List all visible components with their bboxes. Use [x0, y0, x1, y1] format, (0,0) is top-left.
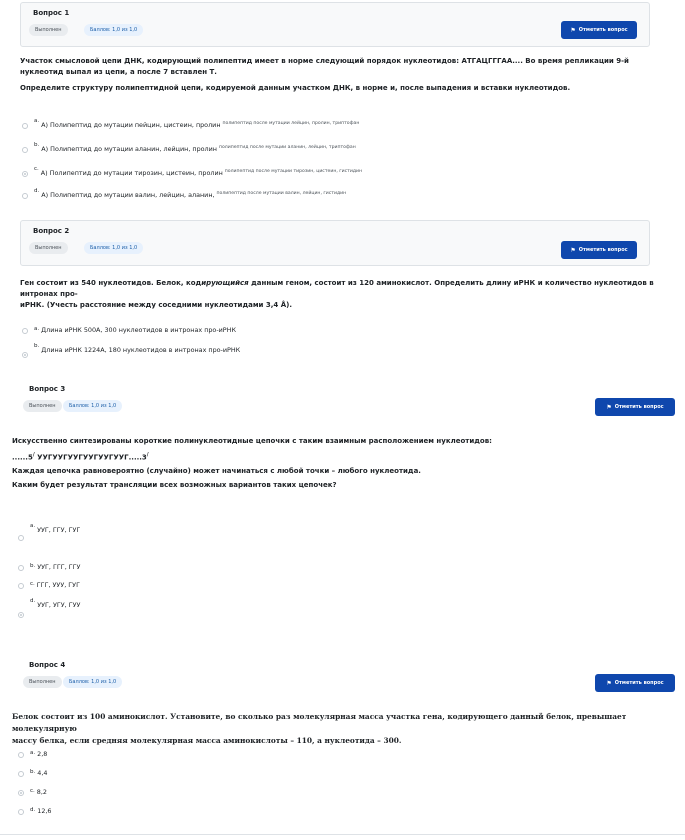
question-title: Вопрос 3: [29, 385, 66, 393]
answer-option-d[interactable]: d. УУГ, УГУ, ГУУ: [18, 601, 80, 618]
flag-icon: ⚑: [606, 679, 612, 687]
question-4-info: [12, 654, 682, 698]
flag-icon: ⚑: [570, 246, 576, 254]
answer-option-a[interactable]: a. Длина иРНК 500А, 300 нуклеотидов в интронах про-иРНК: [22, 326, 236, 334]
status-badge: Выполнен: [23, 676, 62, 688]
question-title: Вопрос 1: [33, 9, 70, 17]
flag-question-button[interactable]: [561, 21, 637, 39]
answer-option-c[interactable]: c. 8,2: [18, 788, 47, 796]
question-4-text: Белок состоит из 100 аминокислот. Установите, во сколько раз молекулярная масса участка гена, кодирующего данный белок, превышает молекулярную массу белка, если средняя молекулярная масса аминокислоты – 110, а нуклеотида – 300.: [12, 712, 627, 745]
answer-option-b[interactable]: b. Длина иРНК 1224А, 180 нуклеотидов в интронах про-иРНК: [22, 346, 240, 358]
question-title: Вопрос 4: [29, 661, 66, 669]
answer-option-b[interactable]: b. УУГ, ГГГ, ГГУ: [18, 563, 80, 571]
radio-button[interactable]: [18, 565, 24, 571]
flag-question-button[interactable]: [595, 398, 675, 416]
grade-badge: Баллов: 1,0 из 1,0: [84, 242, 143, 254]
question-title: Вопрос 2: [33, 227, 70, 235]
radio-button[interactable]: [22, 328, 28, 334]
flag-label: Отметить вопрос: [578, 247, 628, 253]
answer-option-a[interactable]: a. 2,8: [18, 750, 47, 758]
answer-option-d[interactable]: d. 12,6: [18, 807, 51, 815]
flag-question-button[interactable]: [561, 241, 637, 259]
radio-button[interactable]: [18, 583, 24, 589]
flag-question-button[interactable]: [595, 674, 675, 692]
question-2-text: Ген состоит из 540 нуклеотидов. Белок, кодирующийся данным геном, состоит из 120 аминокислот. Определить длину иРНК и количество нуклеотидов в интронах про- иРНК. (Учесть расстояние между соседними нуклеотидами 3,4 Å).: [20, 279, 654, 309]
radio-button[interactable]: [18, 535, 24, 541]
question-1-text: Участок смысловой цепи ДНК, кодирующий полипептид имеет в норме следующий порядок нуклеотидов: АТГАЦГГГАА.... Во время репликации 9-й нуклеотид выпал из цепи, а после 7 вставлен Т. Определите структуру полипептидной цепи, кодируемой данным участком ДНК, в норме и, после выпадения и вставки нуклеотидов.: [20, 57, 629, 92]
status-badge: Выполнен: [23, 400, 62, 412]
answer-option-a[interactable]: a. А) Полипептид до мутации пейцин, цистеин, пролин полипептид после мутации лейцин, пролин, триптофан: [22, 121, 359, 129]
flag-icon: ⚑: [570, 26, 576, 34]
answer-option-c[interactable]: c. ГГГ, УУУ, ГУГ: [18, 581, 80, 589]
question-3-text: Искусственно синтезированы короткие полинуклеотидные цепочки с таким взаимным расположением нуклеотидов: ......5/ УУГУУГУУГУУГУУГУУГ.....3/ Каждая цепочка равновероятно (случайно) может начинаться с любой точки – любого нуклеотида. Каким будет результат трансляции всех возможных вариантов таких цепочек?: [12, 437, 492, 490]
answer-option-a[interactable]: a. УУГ, ГГУ, ГУГ: [18, 526, 80, 541]
answer-option-b[interactable]: b. А) Полипептид до мутации аланин, лейцин, пролин полипептид после мутации аланин, лейцин, триптофан: [22, 145, 356, 153]
radio-button-selected[interactable]: [18, 790, 24, 796]
radio-button[interactable]: [22, 193, 28, 199]
divider: [0, 834, 685, 835]
radio-button[interactable]: [22, 123, 28, 129]
grade-badge: Баллов: 1,0 из 1,0: [63, 676, 122, 688]
grade-badge: Баллов: 1,0 из 1,0: [84, 24, 143, 36]
flag-icon: ⚑: [606, 403, 612, 411]
grade-badge: Баллов: 1,0 из 1,0: [63, 400, 122, 412]
flag-label: Отметить вопрос: [614, 404, 664, 410]
answer-option-b[interactable]: b. 4,4: [18, 769, 47, 777]
flag-label: Отметить вопрос: [578, 27, 628, 33]
status-badge: Выполнен: [29, 242, 68, 254]
question-2-info: [20, 220, 650, 266]
question-1-info: [20, 2, 650, 47]
question-3-info: [12, 378, 682, 422]
radio-button[interactable]: [22, 147, 28, 153]
radio-button-selected[interactable]: [22, 352, 28, 358]
flag-label: Отметить вопрос: [614, 680, 664, 686]
status-badge: Выполнен: [29, 24, 68, 36]
answer-option-d[interactable]: d. А) Полипептид до мутации валин, лейцин, аланин, полипептид после мутации валин, лейцин, гистидин: [22, 191, 346, 199]
radio-button-selected[interactable]: [22, 171, 28, 177]
radio-button[interactable]: [18, 771, 24, 777]
radio-button-selected[interactable]: [18, 612, 24, 618]
answer-option-c[interactable]: c. А) Полипептид до мутации тирозин, цистеин, пролин полипептид после мутации тирозин, цистеин, гистидин: [22, 169, 362, 177]
radio-button[interactable]: [18, 752, 24, 758]
radio-button[interactable]: [18, 809, 24, 815]
